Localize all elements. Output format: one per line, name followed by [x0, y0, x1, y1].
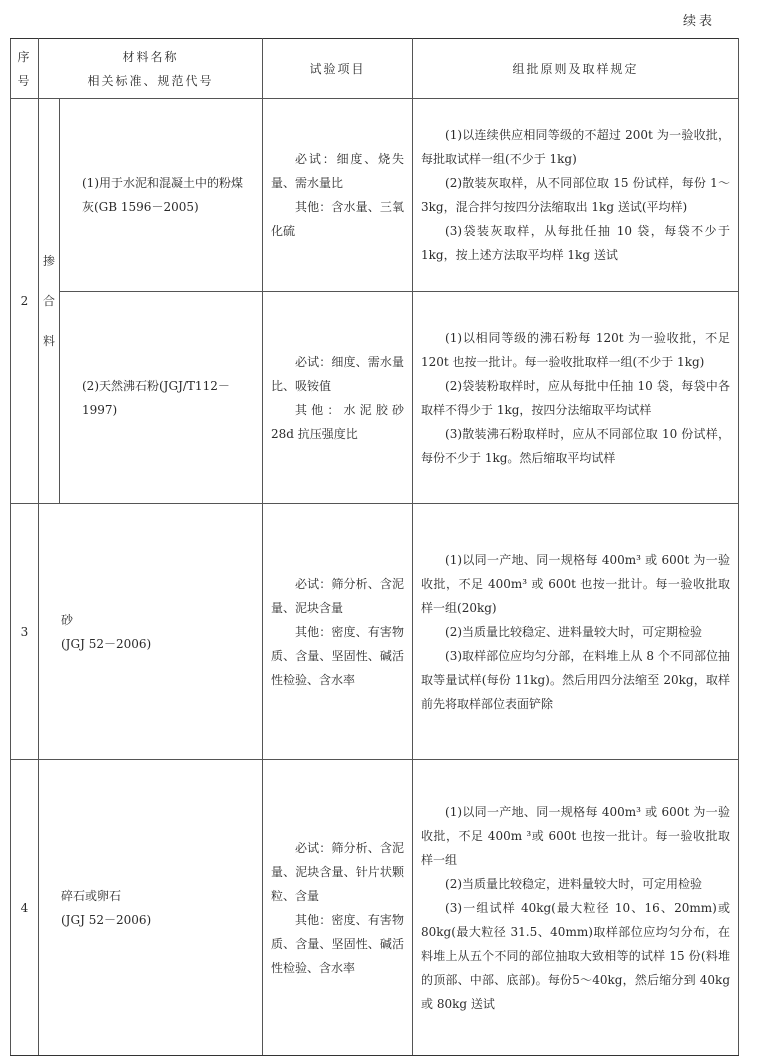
table-row: [11, 292, 739, 504]
sampling-table: [10, 38, 739, 1056]
row-number: 2: [11, 99, 39, 504]
material-name: (1)用于水泥和混凝土中的粉煤灰(GB 1596－2005): [60, 99, 263, 292]
test-items: 必试：筛分析、含泥量、泥块含量 其他：密度、有害物质、含量、坚固性、碱活性检验、含水率: [263, 504, 413, 760]
material-name: 碎石或卵石 (JGJ 52－2006): [39, 760, 263, 1056]
row-number: 3: [11, 504, 39, 760]
header-test-items: 试验项目: [263, 39, 413, 99]
header-row: [11, 39, 739, 99]
test-items: 必试：细度、需水量比、吸铵值 其他：水泥胶砂 28d 抗压强度比: [263, 292, 413, 504]
group-label-admixture: 掺 合 料: [39, 99, 60, 504]
header-no: 序 号: [11, 39, 39, 99]
sampling-rules: (1)以同一产地、同一规格每 400m³ 或 600t 为一验收批，不足 400m³ 或 600t 也按一批计。每一验收批取样一组(20kg) (2)当质量比较稳定、进料量较大时，可定期检验 (3)取样部位应均匀分部，在料堆上从 8 个不同部位抽取等量试样(每份 11kg)。然后用四分法缩至 20kg，取样前先将取样部位表面铲除: [413, 504, 739, 760]
material-name: (2)天然沸石粉(JGJ/T112－1997): [60, 292, 263, 504]
sampling-rules: (1)以同一产地、同一规格每 400m³ 或 600t 为一验收批，不足 400m ³或 600t 也按一批计。每一验收批取样一组 (2)当质量比较稳定，进料量较大时，可定用检验 (3)一组试样 40kg(最大粒径 10、16、20mm)或 80kg(最大粒径 31.5、40mm)取样部位应均匀分布，在料堆上从五个不同的部位抽取大致相等的试样 15 份(料堆的顶部、中部、底部)。每份5～40kg，然后缩分到 40kg 或 80kg 送试: [413, 760, 739, 1056]
test-items: 必试：细度、烧失量、需水量比 其他：含水量、三氧化硫: [263, 99, 413, 292]
continued-label: 续表: [682, 14, 715, 29]
material-name: 砂 (JGJ 52－2006): [39, 504, 263, 760]
table-row: [11, 760, 739, 1056]
table-row: [11, 504, 739, 760]
row-number: 4: [11, 760, 39, 1056]
table-row: [11, 99, 739, 292]
sampling-rules: (1)以相同等级的沸石粉每 120t 为一验收批，不足 120t 也按一批计。每一验收批取样一组(不少于 1kg) (2)袋装粉取样时，应从每批中任抽 10 袋，每袋中各取样不得少于 1kg，按四分法缩取平均试样 (3)散装沸石粉取样时，应从不同部位取 10 份试样，每份不少于 1kg。然后缩取平均试样: [413, 292, 739, 504]
test-items: 必试：筛分析、含泥量、泥块含量、针片状颗粒、含量 其他：密度、有害物质、含量、坚固性、碱活性检验、含水率: [263, 760, 413, 1056]
sampling-rules: (1)以连续供应相同等级的不超过 200t 为一验收批，每批取试样一组(不少于 1kg) (2)散装灰取样，从不同部位取 15 份试样，每份 1～3kg，混合拌匀按四分法缩取出 1kg 送试(平均样) (3)袋装灰取样，从每批任抽 10 袋，每袋不少于 1kg，按上述方法取平均样 1kg 送试: [413, 99, 739, 292]
header-material: 材料名称 相关标准、规范代号: [39, 39, 263, 99]
header-sampling: 组批原则及取样规定: [413, 39, 739, 99]
